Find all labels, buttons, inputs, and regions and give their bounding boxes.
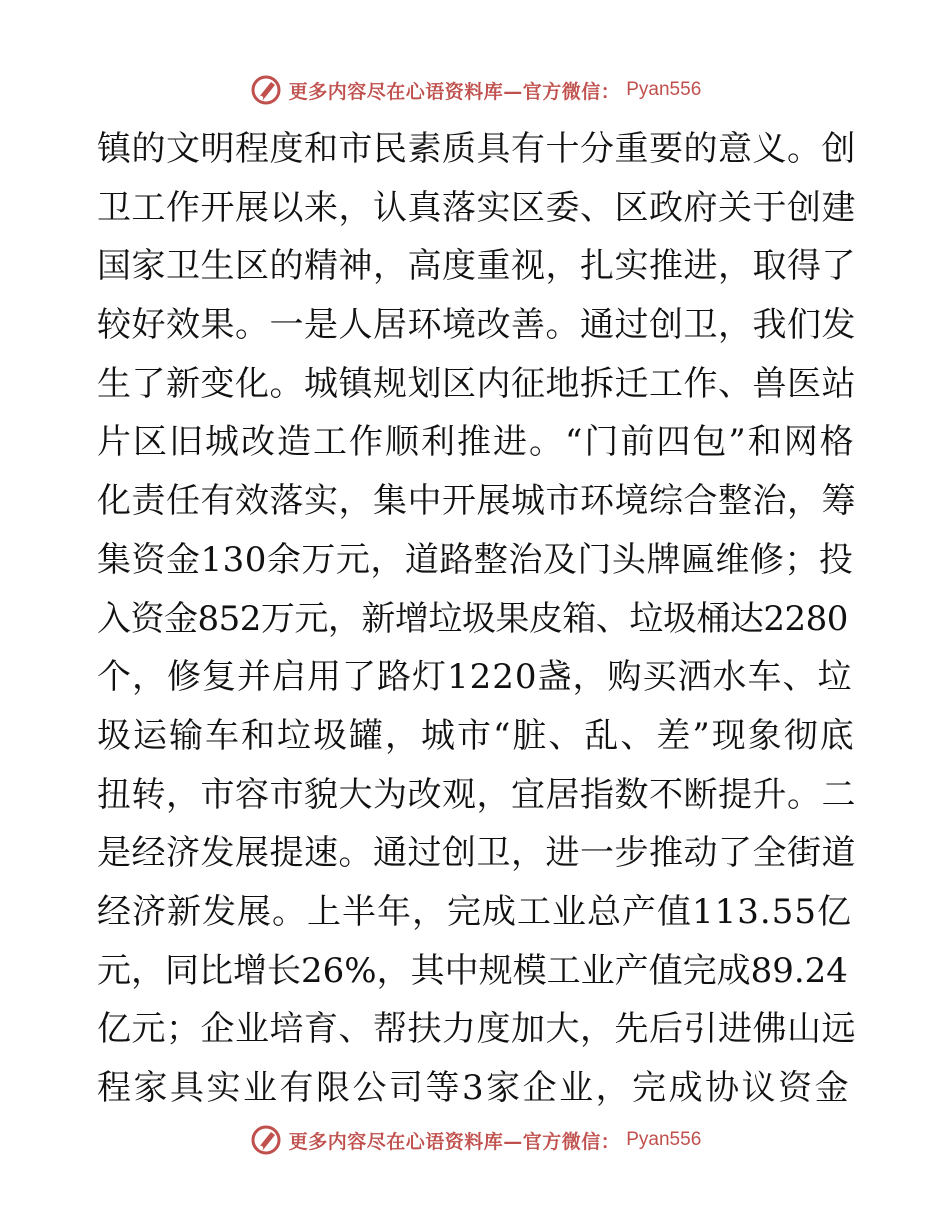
text-line: 卫工作开展以来，认真落实区委、区政府关于创建 xyxy=(97,187,856,228)
text-line: 片区旧城改造工作顺利推进。“门前四包”和网格 xyxy=(97,422,856,463)
watermark-text: 更多内容尽在心语资料库—官方微信： xyxy=(288,1130,621,1153)
document-body xyxy=(97,120,857,1118)
text-line: 元，同比增长26%，其中规模工业产值完成89.24 xyxy=(97,950,848,991)
text-line: 是经济发展提速。通过创卫，进一步推动了全街道 xyxy=(97,833,856,874)
watermark-wechat-id: Pyan556 xyxy=(626,1129,702,1150)
text-line: 生了新变化。城镇规划区内征地拆迁工作、兽医站 xyxy=(97,363,856,404)
text-line: 镇的文明程度和市民素质具有十分重要的意义。创 xyxy=(97,129,856,169)
text-line: 扭转，市容市貌大为改观，宜居指数不断提升。二 xyxy=(97,774,856,815)
text-line: 经济新发展。上半年，完成工业总产值113.55亿 xyxy=(97,891,852,932)
text-line: 国家卫生区的精神，高度重视，扎实推进，取得了 xyxy=(97,246,856,287)
text-line: 圾运输车和垃圾罐，城市“脏、乱、差”现象彻底 xyxy=(97,715,856,756)
text-line: 化责任有效落实，集中开展城市环境综合整治，筹 xyxy=(97,481,856,522)
text-line: 个，修复并启用了路灯1220盏，购买洒水车、垃 xyxy=(97,657,853,698)
watermark-text: 更多内容尽在心语资料库—官方微信： xyxy=(288,80,621,103)
text-line: 集资金130余万元，道路整治及门头牌匾维修；投 xyxy=(97,539,854,580)
text-line: 较好效果。一是人居环境改善。通过创卫，我们发 xyxy=(97,305,856,346)
text-line: 亿元；企业培育、帮扶力度加大，先后引进佛山远 xyxy=(97,1009,856,1050)
pen-nib-circle-icon xyxy=(249,1123,283,1157)
pen-nib-circle-icon xyxy=(249,73,283,107)
text-line: 程家具实业有限公司等3家企业，完成协议资金 xyxy=(97,1068,852,1108)
watermark-wechat-id: Pyan556 xyxy=(626,79,702,100)
header-watermark xyxy=(0,70,950,110)
text-line: 入资金852万元，新增垃圾果皮箱、垃圾桶达2280 xyxy=(97,598,848,639)
footer-watermark xyxy=(0,1120,950,1160)
